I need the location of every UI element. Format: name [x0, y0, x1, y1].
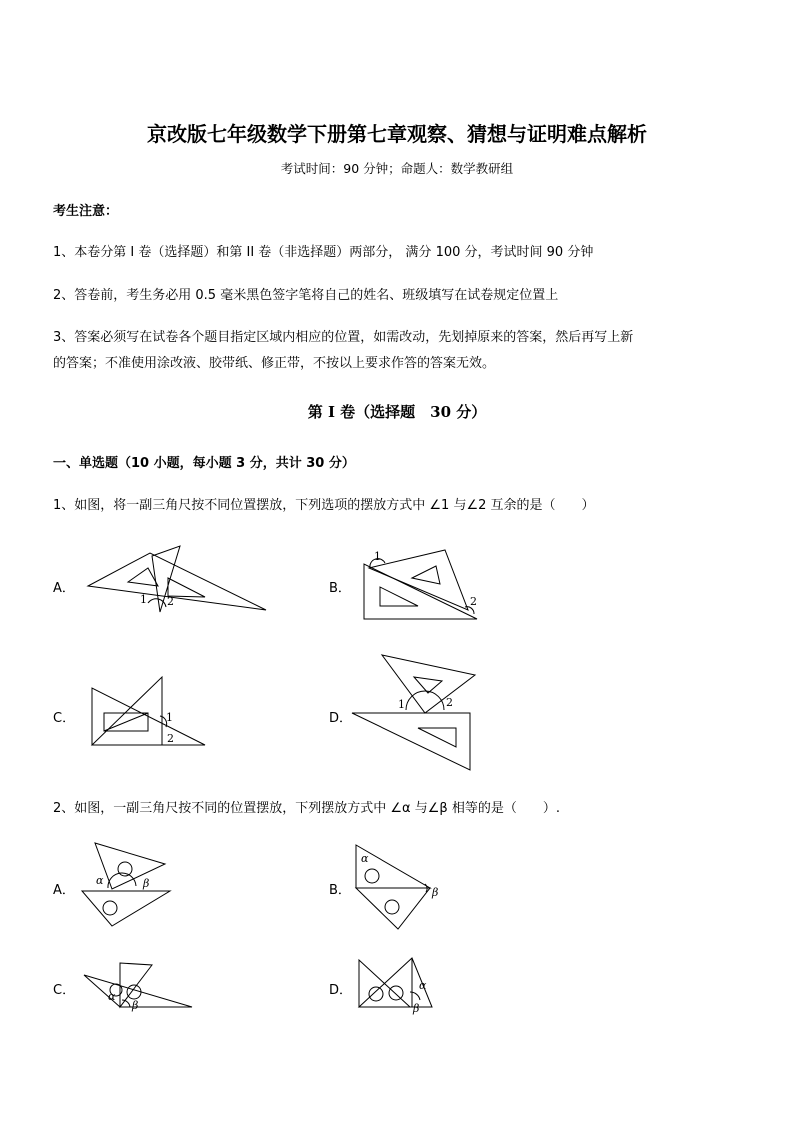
- exam-info: 考试时间：90 分钟；命题人：数学教研组: [280, 161, 514, 176]
- ruler-hole-circle: [103, 901, 117, 915]
- triangle-ruler-shape: [92, 677, 162, 745]
- angle-beta-label: β: [143, 877, 150, 890]
- angle-1-label: 1: [166, 711, 173, 724]
- part-title: 一、单选题（10 小题，每小题 3 分，共计 30 分）: [53, 456, 355, 471]
- angle-arc: [406, 691, 444, 710]
- q2-option-b-label[interactable]: B．: [329, 883, 351, 898]
- triangle-ruler-shape: [95, 843, 165, 889]
- q1-option-b-figure: [360, 545, 485, 625]
- triangle-ruler-shape: [364, 564, 477, 619]
- triangle-ruler-hole: [380, 587, 418, 606]
- q1-option-b-label[interactable]: B．: [329, 581, 351, 596]
- q2-option-b-figure: [350, 842, 450, 932]
- section-title: 第 I 卷（选择题 30 分）: [307, 403, 487, 421]
- ruler-hole-circle: [127, 985, 141, 999]
- triangle-ruler-shape: [369, 550, 468, 610]
- triangle-ruler-hole: [414, 677, 442, 693]
- angle-1-label: 1: [398, 698, 405, 711]
- notice-item-1: 1、本卷分第 I 卷（选择题）和第 II 卷（非选择题）两部分， 满分 100 分，考试时间 90 分钟: [53, 245, 594, 260]
- ruler-hole-circle: [118, 862, 132, 876]
- q2-option-d-figure: [355, 955, 440, 1015]
- q1-option-c-label[interactable]: C．: [53, 711, 76, 726]
- triangle-ruler-hole: [418, 728, 456, 747]
- q2-option-c-figure: [82, 960, 197, 1012]
- angle-2-label: 2: [167, 595, 174, 608]
- triangle-ruler-shape: [88, 553, 266, 610]
- angle-alpha-label: α: [96, 874, 104, 887]
- q2-option-c-label[interactable]: C．: [53, 983, 76, 998]
- angle-1-label: 1: [374, 550, 381, 563]
- ruler-hole-circle: [365, 869, 379, 883]
- q1-option-d-figure: [350, 650, 480, 775]
- angle-alpha-label: α: [419, 979, 427, 992]
- ruler-hole-circle: [389, 986, 403, 1000]
- notice-item-3-cont: 的答案；不准使用涂改液、胶带纸、修正带，不按以上要求作答的答案无效。: [53, 356, 496, 371]
- notice-heading: 考生注意：: [53, 204, 119, 219]
- angle-1-label: 1: [140, 593, 147, 606]
- triangle-ruler-shape: [382, 655, 475, 713]
- notice-item-2: 2、答卷前，考生务必用 0.5 毫米黑色签字笔将自己的姓名、班级填写在试卷规定位置上: [53, 288, 559, 303]
- question-2-text: 2、如图，一副三角尺按不同的位置摆放，下列摆放方式中 ∠α 与∠β 相等的是（ ）.: [53, 801, 560, 816]
- ruler-edge: [104, 713, 148, 731]
- ruler-hole-circle: [385, 900, 399, 914]
- question-1-text: 1、如图，将一副三角尺按不同位置摆放，下列选项的摆放方式中 ∠1 与∠2 互余的是（ ）: [53, 498, 595, 513]
- angle-alpha-label: α: [361, 852, 369, 865]
- triangle-ruler-shape: [82, 891, 170, 926]
- notice-item-3: 3、答案必须写在试卷各个题目指定区域内相应的位置，如需改动，先划掉原来的答案，然后再写上新: [53, 330, 634, 345]
- angle-2-label: 2: [446, 696, 453, 709]
- page-title: 京改版七年级数学下册第七章观察、猜想与证明难点解析: [147, 122, 647, 146]
- q1-option-d-label[interactable]: D．: [329, 711, 353, 726]
- q2-option-d-label[interactable]: D．: [329, 983, 353, 998]
- triangle-ruler-hole: [128, 568, 158, 586]
- triangle-ruler-shape: [352, 713, 470, 770]
- q2-option-a-label[interactable]: A．: [53, 883, 75, 898]
- triangle-ruler-hole: [412, 566, 440, 584]
- angle-beta-label: β: [132, 999, 139, 1012]
- ruler-hole-circle: [369, 987, 383, 1001]
- angle-2-label: 2: [470, 595, 477, 608]
- triangle-ruler-shape: [356, 888, 430, 929]
- q2-option-a-figure: [80, 840, 175, 930]
- angle-2-label: 2: [167, 732, 174, 745]
- q1-option-a-label[interactable]: A．: [53, 581, 75, 596]
- angle-beta-label: β: [432, 886, 439, 899]
- q1-option-a-figure: [80, 545, 280, 620]
- angle-alpha-label: α: [108, 990, 116, 1003]
- angle-beta-label: β: [413, 1002, 420, 1015]
- q1-option-c-figure: [88, 670, 213, 750]
